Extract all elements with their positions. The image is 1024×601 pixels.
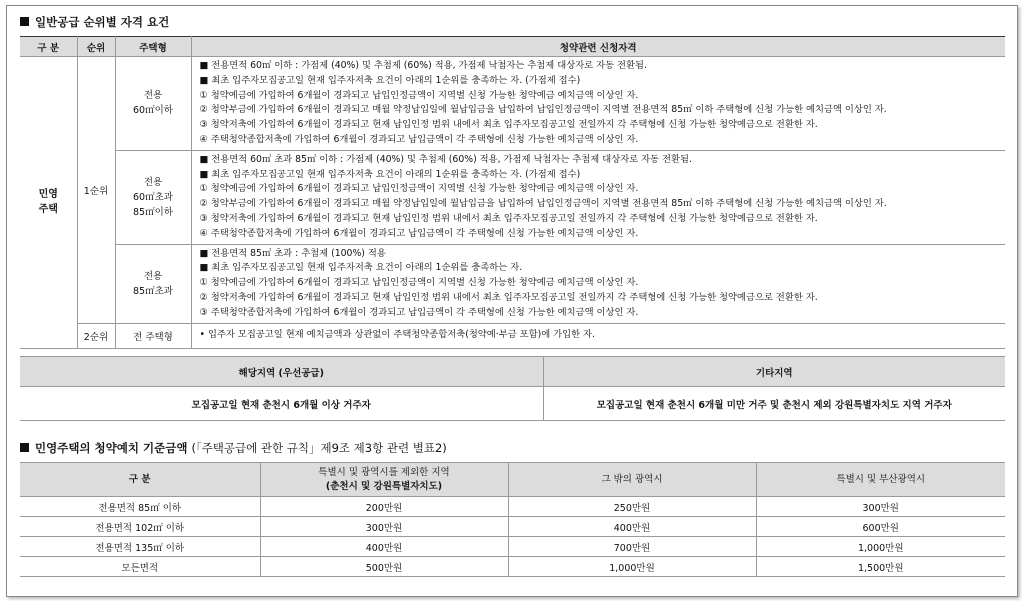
table-row: [20, 57, 1005, 151]
requirement-line: ② 청약부금에 가입하여 6개월이 경과되고 매월 약정납입일에 월납입금을 납입하여 납입인정금액이 지역별 전용면적 85㎡ 이하 주택형에 신청 가능한 예치금액 이상인 자.: [199, 198, 887, 210]
requirement-line: ■ 전용면적 85㎡ 초과 : 추첨제 (100%) 적용: [199, 247, 386, 259]
section2-title: 민영주택의 청약예치 기준금액 (「주택공급에 관한 규칙」제9조 제3항 관련 별표2): [20, 440, 447, 456]
requirement-line: ① 청약예금에 가입하여 6개월이 경과되고 납입인정금액이 지역별 신청 가능한 청약예금 예치금액 이상인 자.: [199, 89, 639, 101]
region-table: [20, 356, 1005, 421]
housing-type-cell: 전 주택형: [115, 323, 191, 348]
header-local-region: 해당지역 (우선공급): [20, 357, 543, 387]
local-region-value: 모집공고일 현재 춘천시 6개월 이상 거주자: [20, 387, 543, 421]
other-region-value: 모집공고일 현재 춘천시 6개월 미만 거주 및 춘천시 제외 강원특별자치도 지역 거주자: [543, 387, 1005, 421]
table-header-row: [20, 463, 1005, 497]
header-qualification: 청약관련 신청자격: [191, 37, 1005, 57]
table-header-row: [20, 357, 1005, 387]
requirement-line: ② 청약부금에 가입하여 6개월이 경과되고 매월 약정납입일에 월납입금을 납입하여 납입인정금액이 지역별 전용면적 85㎡ 이하 주택형에 신청 가능한 예치금액 이상인 자.: [199, 104, 887, 116]
requirement-line: ③ 청약저축에 가입하여 6개월이 경과되고 현재 납입인정 범위 내에서 최초 입주자모집공고일 전일까지 각 주택형에 신청 가능한 청약예금으로 전환한 자.: [199, 119, 818, 131]
requirement-line: ① 청약예금에 가입하여 6개월이 경과되고 납입인정금액이 지역별 신청 가능한 청약예금 예치금액 이상인 자.: [199, 183, 639, 195]
deposit-amount-table: [20, 462, 1005, 577]
requirement-line: ④ 주택청약종합저축에 가입하여 6개월이 경과되고 납입금액이 각 주택형에 신청 가능한 예치금액 이상인 자.: [199, 133, 639, 145]
table-row: [20, 244, 1005, 323]
requirement-line: ■ 전용면적 60㎡ 초과 85㎡ 이하 : 가점제 (40%) 및 추첨제 (60%) 적용, 가점제 낙첨자는 추첨제 대상자로 자동 전환됨.: [199, 153, 692, 165]
header-rank: 순위: [77, 37, 115, 57]
requirement-line: ④ 주택청약종합저축에 가입하여 6개월이 경과되고 납입금액이 각 주택형에 신청 가능한 예치금액 이상인 자.: [199, 227, 639, 239]
header-seoul-busan: 특별시 및 부산광역시: [756, 463, 1005, 497]
requirement-line: ■ 최초 입주자모집공고일 현재 입주자저축 요건이 아래의 1순위를 충족하는 자. (가점제 접수): [199, 74, 581, 86]
housing-type-cell: 전용 60㎡초과 85㎡이하: [115, 150, 191, 244]
header-other-region: 기타지역: [543, 357, 1005, 387]
header-category: 구 분: [20, 463, 260, 497]
table-row: 전용면적 102㎡ 이하 300만원 400만원 600만원: [20, 517, 1005, 537]
rank1-cell: 1순위: [77, 57, 115, 324]
requirement-line: ■ 전용면적 60㎡ 이하 : 가점제 (40%) 및 추첨제 (60%) 적용, 가점제 낙첨자는 추첨제 대상자로 자동 전환됨.: [199, 60, 647, 71]
qualification-cell: [191, 244, 1005, 323]
table-row: [20, 150, 1005, 244]
table-row: [20, 323, 1005, 348]
requirement-line: ② 청약저축에 가입하여 6개월이 경과되고 현재 납입인정 범위 내에서 최초 입주자모집공고일 전일까지 각 주택형에 신청 가능한 청약예금으로 전환한 자.: [199, 291, 818, 303]
header-other-metro: 그 밖의 광역시: [508, 463, 756, 497]
table-row: 전용면적 85㎡ 이하 200만원 250만원 300만원: [20, 497, 1005, 517]
square-bullet-icon: [20, 17, 29, 26]
header-other-regions: 특별시 및 광역시를 제외한 지역 (춘천시 및 강원특별자치도): [260, 463, 508, 497]
rank2-cell: 2순위: [77, 323, 115, 348]
requirement-line: ③ 주택청약종합저축에 가입하여 6개월이 경과되고 납입금액이 각 주택형에 신청 가능한 예치금액 이상인 자.: [199, 306, 639, 318]
header-category: 구 분: [20, 37, 77, 57]
requirement-line: ① 청약예금에 가입하여 6개월이 경과되고 납입인정금액이 지역별 신청 가능한 청약예금 예치금액 이상인 자.: [199, 277, 639, 289]
category-private-housing: 민영 주택: [20, 57, 77, 349]
requirement-line: ■ 최초 입주자모집공고일 현재 입주자저축 요건이 아래의 1순위를 충족하는 자. (가점제 접수): [199, 168, 581, 180]
requirement-line: ■ 최초 입주자모집공고일 현재 입주자저축 요건이 아래의 1순위를 충족하는 자.: [199, 262, 523, 274]
section1-title: 일반공급 순위별 자격 요건: [20, 14, 169, 30]
requirement-line: • 입주자 모집공고일 현재 예치금액과 상관없이 주택청약종합저축(청약예·부금 포함)에 가입한 자.: [199, 329, 595, 341]
rank-requirements-table: [20, 36, 1005, 349]
housing-type-cell: 전용 85㎡초과: [115, 244, 191, 323]
table-row: [20, 387, 1005, 421]
table-header-row: [20, 37, 1005, 57]
table-row: 전용면적 135㎡ 이하 400만원 700만원 1,000만원: [20, 537, 1005, 557]
requirement-line: ③ 청약저축에 가입하여 6개월이 경과되고 현재 납입인정 범위 내에서 최초 입주자모집공고일 전일까지 각 주택형에 신청 가능한 청약예금으로 전환한 자.: [199, 212, 818, 224]
header-housing-type: 주택형: [115, 37, 191, 57]
qualification-cell: [191, 57, 1005, 151]
qualification-cell: [191, 150, 1005, 244]
housing-type-cell: 전용 60㎡이하: [115, 57, 191, 151]
qualification-cell: [191, 323, 1005, 348]
section2-subtitle: (「주택공급에 관한 규칙」제9조 제3항 관련 별표2): [191, 441, 447, 455]
table-row: 모든면적 500만원 1,000만원 1,500만원: [20, 557, 1005, 577]
square-bullet-icon: [20, 443, 29, 452]
